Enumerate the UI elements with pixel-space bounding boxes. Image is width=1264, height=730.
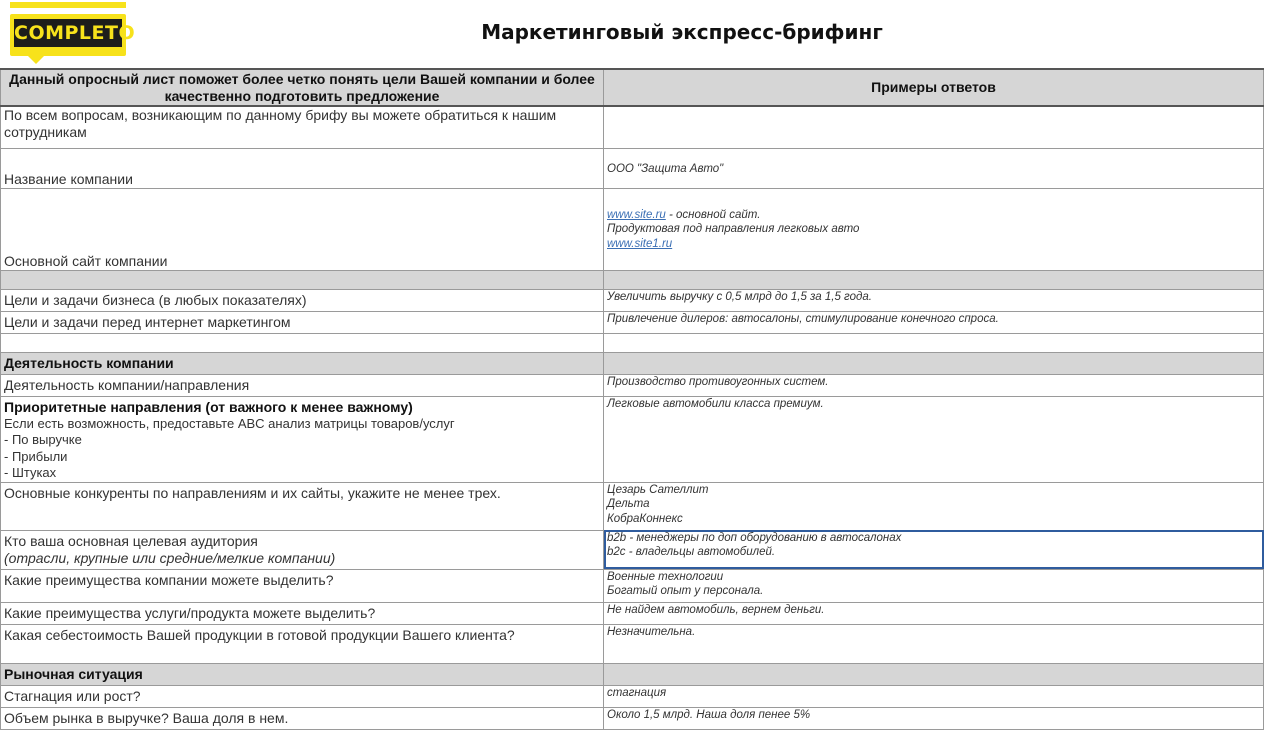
page-title: Маркетинговый экспресс-брифинг bbox=[481, 20, 883, 44]
site-link-main[interactable]: www.site.ru bbox=[607, 208, 666, 221]
col-questions-header: Данный опросный лист поможет более четко понять цели Вашей компании и более качественно подготовить предложение bbox=[1, 69, 604, 106]
company-answer-text: ООО "Защита Авто" bbox=[607, 162, 724, 175]
cell-growth-answer[interactable]: стагнация bbox=[604, 685, 1264, 707]
section-row-activity bbox=[1, 352, 1264, 374]
audience-question-hint: (отрасли, крупные или средние/мелкие компании) bbox=[4, 549, 336, 566]
cell-competitors-answer[interactable] bbox=[604, 482, 1264, 530]
table-row bbox=[1, 530, 1264, 569]
site-answer-note: - основной сайт. bbox=[665, 208, 761, 221]
cell-inet-question[interactable]: Цели и задачи перед интернет маркетингом bbox=[1, 311, 604, 333]
cell-audience-question[interactable] bbox=[1, 530, 604, 569]
cell-contact-question[interactable]: По всем вопросам, возникающим по данному брифу вы можете обратиться к нашим сотрудникам bbox=[1, 106, 604, 148]
table-row bbox=[1, 396, 1264, 482]
cell-company-question[interactable]: Название компании bbox=[1, 148, 604, 188]
competitor-item: Цезарь Сателлит bbox=[607, 483, 709, 496]
cell-empty[interactable] bbox=[604, 333, 1264, 352]
competitor-item: Дельта bbox=[607, 498, 650, 510]
audience-answer-line: b2b - менеджеры по доп оборудованию в автосалонах bbox=[607, 531, 902, 544]
table-row-empty bbox=[1, 333, 1264, 352]
cell-adv-company-answer[interactable] bbox=[604, 569, 1264, 602]
site-answer-product: Продуктовая под направления легковых авто bbox=[607, 223, 860, 235]
priority-title: Приоритетные направления (от важного к менее важному) bbox=[4, 398, 413, 415]
section-row-market bbox=[1, 663, 1264, 685]
table-row bbox=[1, 624, 1264, 663]
table-row bbox=[1, 602, 1264, 624]
cell-volume-answer[interactable]: Около 1,5 млрд. Наша доля пенее 5% bbox=[604, 707, 1264, 729]
cell-volume-question[interactable]: Объем рынка в выручке? Ваша доля в нем. bbox=[1, 707, 604, 729]
table-row bbox=[1, 707, 1264, 729]
adv-company-line: Богатый опыт у персонала. bbox=[607, 585, 764, 597]
cell-site-answer[interactable] bbox=[604, 188, 1264, 270]
competitor-item: КобраКоннекс bbox=[607, 512, 683, 525]
cell-site-question[interactable]: Основной сайт компании bbox=[1, 188, 604, 270]
cell-audience-answer-selected[interactable] bbox=[604, 530, 1264, 569]
table-row bbox=[1, 188, 1264, 270]
cell-adv-product-question[interactable]: Какие преимущества услуги/продукта можете выделить? bbox=[1, 602, 604, 624]
table-row bbox=[1, 311, 1264, 333]
section-activity-title[interactable]: Деятельность компании bbox=[1, 352, 604, 374]
audience-question-line: Кто ваша основная целевая аудитория bbox=[4, 532, 258, 549]
table-row bbox=[1, 374, 1264, 396]
cell-adv-company-question[interactable]: Какие преимущества компании можете выделить? bbox=[1, 569, 604, 602]
priority-line: Если есть возможность, предоставьте ABC анализ матрицы товаров/услуг bbox=[4, 415, 455, 431]
cell-goals-question[interactable]: Цели и задачи бизнеса (в любых показателях) bbox=[1, 289, 604, 311]
section-market-title[interactable]: Рыночная ситуация bbox=[1, 663, 604, 685]
logo-top-bar bbox=[10, 2, 126, 8]
brief-table bbox=[0, 68, 1264, 730]
table-header-row bbox=[1, 69, 1264, 106]
site-link-product[interactable]: www.site1.ru bbox=[607, 237, 673, 250]
table-row bbox=[1, 685, 1264, 707]
cell-empty[interactable] bbox=[604, 352, 1264, 374]
cell-cost-question[interactable]: Какая себестоимость Вашей продукции в готовой продукции Вашего клиента? bbox=[1, 624, 604, 663]
audience-answer-line: b2c - владельцы автомобилей. bbox=[607, 546, 776, 558]
priority-line: - Прибыли bbox=[4, 448, 68, 464]
cell-empty[interactable] bbox=[604, 663, 1264, 685]
table-row bbox=[1, 106, 1264, 148]
adv-company-line: Военные технологии bbox=[607, 570, 724, 583]
table-row bbox=[1, 289, 1264, 311]
cell-inet-answer[interactable]: Привлечение дилеров: автосалоны, стимулирование конечного спроса. bbox=[604, 311, 1264, 333]
cell-competitors-question[interactable]: Основные конкуренты по направлениям и их сайты, укажите не менее трех. bbox=[1, 482, 604, 530]
priority-line: - По выручке bbox=[4, 432, 82, 447]
cell-company-answer[interactable] bbox=[604, 148, 1264, 188]
logo-text: COMPLETO bbox=[14, 19, 122, 47]
cell-empty[interactable] bbox=[1, 333, 604, 352]
cell-empty[interactable] bbox=[1, 270, 604, 289]
table-row bbox=[1, 569, 1264, 602]
cell-contact-answer[interactable] bbox=[604, 106, 1264, 148]
cell-priority-question[interactable] bbox=[1, 396, 604, 482]
cell-empty[interactable] bbox=[604, 270, 1264, 289]
cell-priority-answer[interactable]: Легковые автомобили класса премиум. bbox=[604, 396, 1264, 482]
cell-activity-answer[interactable]: Производство противоугонных систем. bbox=[604, 374, 1264, 396]
table-row-spacer bbox=[1, 270, 1264, 289]
cell-growth-question[interactable]: Стагнация или рост? bbox=[1, 685, 604, 707]
priority-line: - Штуках bbox=[4, 465, 57, 480]
cell-activity-question[interactable]: Деятельность компании/направления bbox=[1, 374, 604, 396]
table-row bbox=[1, 482, 1264, 530]
cell-cost-answer[interactable]: Незначительна. bbox=[604, 624, 1264, 663]
table-row bbox=[1, 148, 1264, 188]
col-answers-header: Примеры ответов bbox=[604, 69, 1264, 106]
cell-goals-answer[interactable]: Увеличить выручку с 0,5 млрд до 1,5 за 1,5 года. bbox=[604, 289, 1264, 311]
cell-adv-product-answer[interactable]: Не найдем автомобиль, вернем деньги. bbox=[604, 602, 1264, 624]
logo-notch bbox=[28, 56, 44, 64]
